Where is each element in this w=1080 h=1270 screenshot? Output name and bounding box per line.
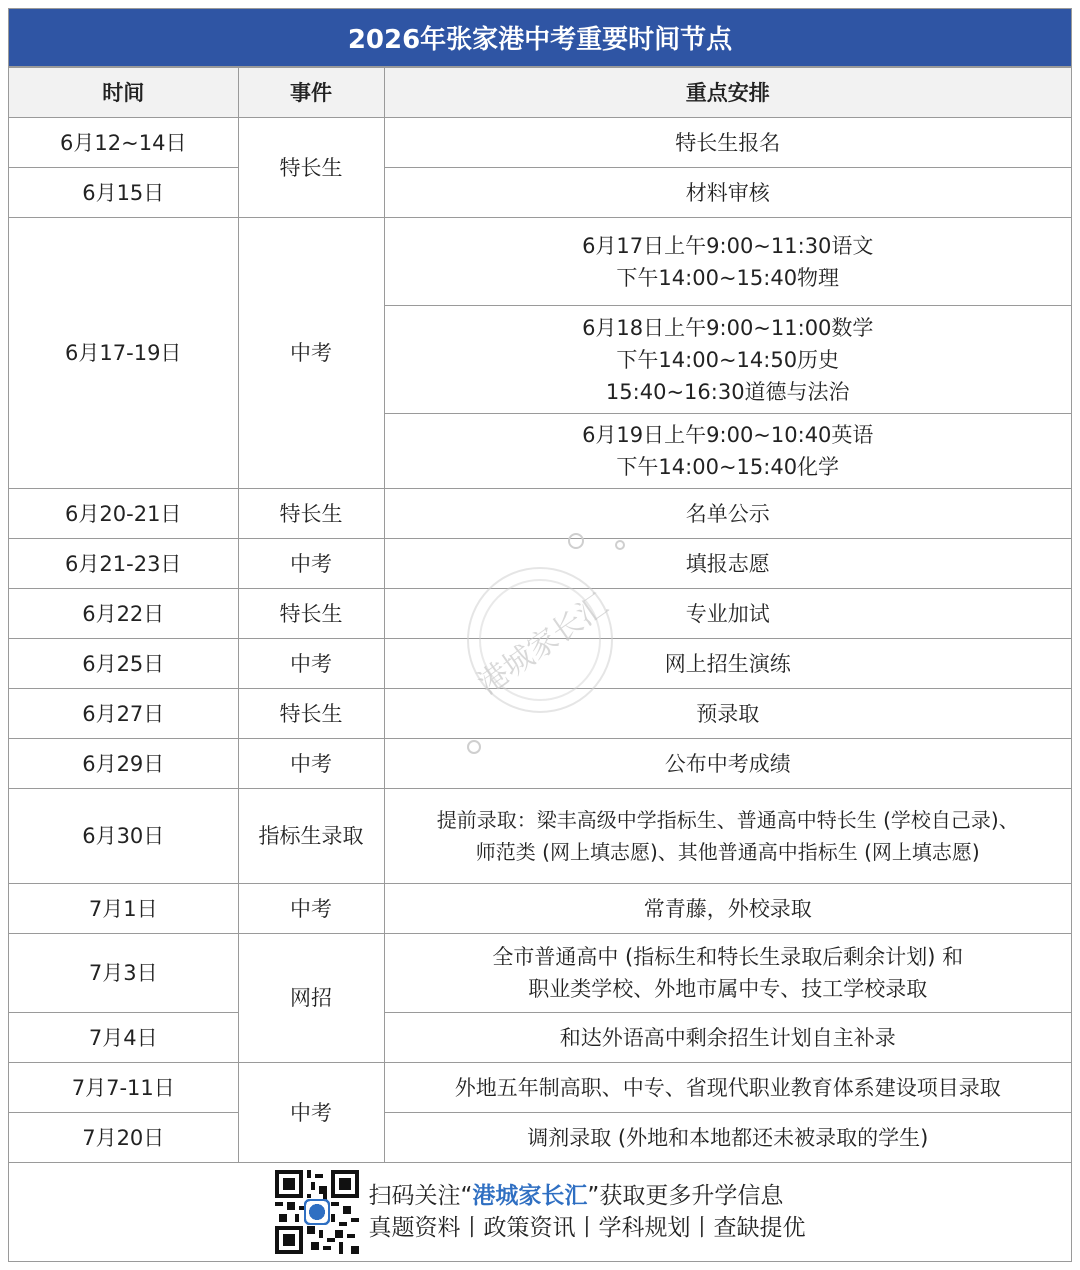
event-cell: 特长生 xyxy=(238,118,384,218)
detail-cell: 材料审核 xyxy=(384,168,1071,218)
detail-cell: 提前录取：梁丰高级中学指标生、普通高中特长生 (学校自己录)、 师范类 (网上填志愿)、其他普通高中指标生 (网上填志愿) xyxy=(384,789,1071,884)
detail-cell: 名单公示 xyxy=(384,489,1071,539)
table-row xyxy=(9,1013,1071,1063)
time-cell: 6月22日 xyxy=(9,589,238,639)
table-row xyxy=(9,934,1071,1013)
table-row xyxy=(9,739,1071,789)
footer-text xyxy=(369,1180,806,1244)
event-cell: 网招 xyxy=(238,934,384,1063)
detail-cell: 全市普通高中 (指标生和特长生录取后剩余计划) 和 职业类学校、外地市属中专、技工学校录取 xyxy=(384,934,1071,1013)
time-cell: 7月7-11日 xyxy=(9,1063,238,1113)
event-cell: 指标生录取 xyxy=(238,789,384,884)
event-cell: 特长生 xyxy=(238,489,384,539)
time-cell: 6月25日 xyxy=(9,639,238,689)
footer-suffix: ”获取更多升学信息 xyxy=(587,1183,784,1209)
table-row xyxy=(9,168,1071,218)
header-time: 时间 xyxy=(9,68,238,118)
footer-prefix: 扫码关注“ xyxy=(368,1183,473,1209)
time-cell: 7月20日 xyxy=(9,1113,238,1163)
table-row xyxy=(9,218,1071,306)
time-cell: 7月4日 xyxy=(9,1013,238,1063)
table-header-row xyxy=(9,68,1071,118)
detail-cell: 6月19日上午9:00~10:40英语 下午14:00~15:40化学 xyxy=(384,414,1071,489)
event-cell: 中考 xyxy=(238,539,384,589)
detail-cell: 6月17日上午9:00~11:30语文 下午14:00~15:40物理 xyxy=(384,218,1071,306)
detail-cell: 6月18日上午9:00~11:00数学 下午14:00~14:50历史 15:40~16:30道德与法治 xyxy=(384,306,1071,414)
table-row xyxy=(9,789,1071,884)
time-cell: 6月17-19日 xyxy=(9,218,238,489)
time-cell: 7月3日 xyxy=(9,934,238,1013)
detail-cell: 专业加试 xyxy=(384,589,1071,639)
time-cell: 6月27日 xyxy=(9,689,238,739)
footer-line-2: 真题资料丨政策资讯丨学科规划丨查缺提优 xyxy=(368,1215,806,1241)
detail-cell: 外地五年制高职、中专、省现代职业教育体系建设项目录取 xyxy=(384,1063,1071,1113)
time-cell: 6月21-23日 xyxy=(9,539,238,589)
event-cell: 中考 xyxy=(238,884,384,934)
time-cell: 7月1日 xyxy=(9,884,238,934)
event-cell: 中考 xyxy=(238,739,384,789)
table-row xyxy=(9,639,1071,689)
table-row xyxy=(9,589,1071,639)
footer xyxy=(9,1163,1071,1261)
time-cell: 6月30日 xyxy=(9,789,238,884)
qr-code[interactable] xyxy=(275,1170,359,1254)
table-row xyxy=(9,1113,1071,1163)
event-cell: 中考 xyxy=(238,218,384,489)
time-cell: 6月12~14日 xyxy=(9,118,238,168)
detail-cell: 填报志愿 xyxy=(384,539,1071,589)
brand-name[interactable]: 港城家长汇 xyxy=(472,1183,588,1209)
event-cell: 中考 xyxy=(238,1063,384,1163)
event-cell: 特长生 xyxy=(238,689,384,739)
detail-cell: 特长生报名 xyxy=(384,118,1071,168)
detail-cell: 和达外语高中剩余招生计划自主补录 xyxy=(384,1013,1071,1063)
table-row xyxy=(9,884,1071,934)
header-event: 事件 xyxy=(238,68,384,118)
event-cell: 中考 xyxy=(238,639,384,689)
table-row xyxy=(9,118,1071,168)
detail-cell: 预录取 xyxy=(384,689,1071,739)
table-row xyxy=(9,689,1071,739)
detail-cell: 常青藤，外校录取 xyxy=(384,884,1071,934)
header-detail: 重点安排 xyxy=(384,68,1071,118)
table-row xyxy=(9,489,1071,539)
detail-cell: 公布中考成绩 xyxy=(384,739,1071,789)
schedule-sheet xyxy=(8,8,1072,1262)
page-title: 2026年张家港中考重要时间节点 xyxy=(9,9,1071,67)
table-row xyxy=(9,539,1071,589)
watermark-text: 港城家长汇 xyxy=(471,587,615,702)
detail-cell: 网上招生演练 xyxy=(384,639,1071,689)
event-cell: 特长生 xyxy=(238,589,384,639)
table-row xyxy=(9,1063,1071,1113)
detail-cell: 调剂录取 (外地和本地都还未被录取的学生) xyxy=(384,1113,1071,1163)
footer-line-1 xyxy=(369,1180,806,1212)
time-cell: 6月20-21日 xyxy=(9,489,238,539)
time-cell: 6月15日 xyxy=(9,168,238,218)
schedule-table xyxy=(9,67,1071,1163)
time-cell: 6月29日 xyxy=(9,739,238,789)
